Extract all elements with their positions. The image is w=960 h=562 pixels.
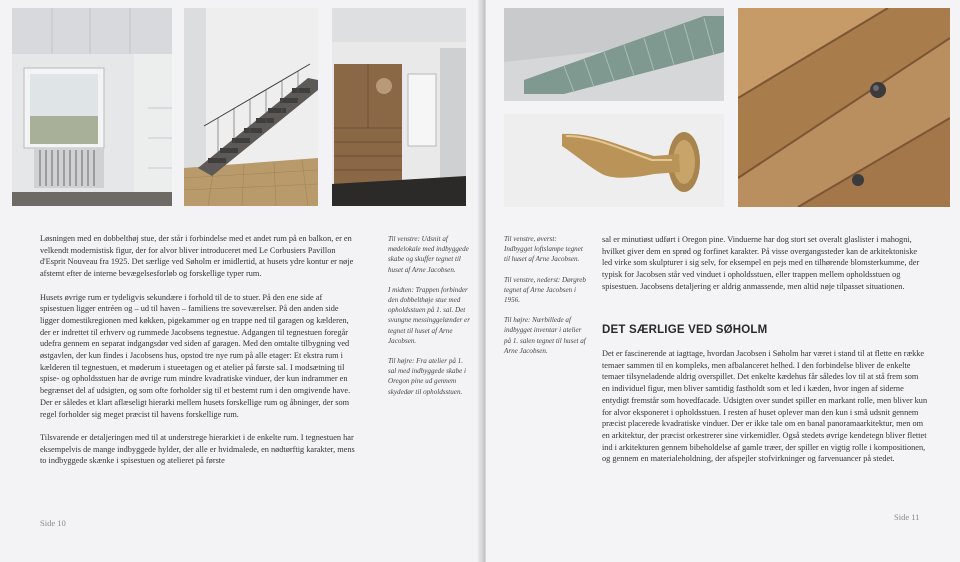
left-body-text (40, 233, 358, 479)
caption-right-photo: Til højre: Fra atelier på 1. sal med indbyggede skabe i Oregon pine ud gennem skydedør til opholdsstuen. (388, 357, 467, 396)
right-intro-text (602, 234, 928, 304)
page-number-right: Side 11 (894, 512, 920, 522)
photo-cabinet-closeup (738, 8, 950, 207)
caption-middle-photo: I midten: Trappen forbinder den dobbelthøje stue med opholdsstuen på 1. sal. Det svungne messinggelænder er tegnet til huset af Arne Jacobsen. (388, 285, 470, 345)
photo-ceiling-lamp (504, 8, 724, 101)
photo-door-handle (504, 114, 724, 207)
section-heading: DET SÆRLIGE VED SØHOLM (602, 324, 768, 336)
left-paragraph-1: Løsningen med en dobbelthøj stue, der står i forbindelse med et andet rum på en balkon, er en velkendt modernistisk figur, der for alvor bliver introduceret med Le Corbusiers Pavillon d'Esprit Nouveau fra 1925. Det særlige ved Søholm er imidlertid, at husets ydre kontur er nøje afstemt efter de interne bevægelsesforløb og forskellige typer rum. (40, 234, 354, 279)
photo-staircase (184, 8, 318, 206)
photo-atelier (332, 8, 466, 206)
left-paragraph-2: Husets øvrige rum er tydeligvis sekundære i forhold til de to stuer. På den ene side af spisestuen ligger entréen og – ud til haven – familiens tre soveværelser. På den anden side ligger domestikregionen med køkken, pigekammer og en trappe ned til garagen og kælderen, der er indrettet til erhverv og rummede Jacobsens tegnestue. Adgangen til tegnestuen foregår udefra gennem en separat indgangsdør ved siden af garagen. Med den omtalte tilbygning ved østgavlen, der kun findes i Jacobsens hus, opstod tre nye rum på alle etager: Et ekstra rum i kælderen til tegnestuen, et møderum i stueetagen og et atelier på første sal. I modsætning til spise- og opholdsstuen har de øvrige rum mindre kvadratiske vinduer, der kun indrammer en begrænset del af udsigten, og som ofte forholder sig til et bestemt rum i den omgivende have. Der er således et klart aflæseligt hierarki mellem husets forskellige rum og åbninger, der som regel forholder sig meget præcist til havens forskellige rum. (40, 292, 351, 419)
caption-cabinet: Til højre: Nærbillede af indbygget inventar i atelier på 1. salen tegnet til huset af Arne Jacobsen. (504, 316, 586, 355)
right-page (486, 0, 960, 562)
right-section-text (602, 348, 928, 477)
page-number-left: Side 10 (40, 518, 66, 528)
right-paragraph-2: Det er fascinerende at iagttage, hvordan Jacobsen i Søholm har været i stand til at flette en række temaer sammen til en kompleks, men afbalanceret helhed. I den forbindelse bliver de enkelte temaer tilsyneladende aldrig overspillet. Det enkelte kædehus får således lov til at stå frem som en individuel figur, men bliver samtidig fastholdt som et led i kæden, hvor ingen af siderne entydigt fremstår som hovedfacade. Udsigten over sundet spiller en markant rolle, men bliver kun for alvor eksponeret i opholdsstuen. I resten af huset oplever man den kun i små udsnit gennem præcist placerede kvadratiske vinduer. Der er ikke tale om en banal panoramaarkitektur, men om en arkitektur, der præcist orkestrerer sine virkemidler. Også stedets øvrige kendetegn bliver flettet ind i arkitekturen gennem bibeholdelse af gamle træer, der spiller en vigtig rolle i kompositionen, og gennem en materialeholdning, der afspejler stofvirkninger og farvenuancer på stedet. (602, 349, 928, 464)
photo-meeting-room (12, 8, 172, 206)
caption-ceiling-lamp: Til venstre, øverst: Indbygget loftslampe tegnet til huset af Arne Jacobsen. (504, 235, 583, 264)
right-captions (504, 234, 586, 366)
caption-left-photo: Til venstre: Udsnit af mødelokale med indbyggede skabe og skuffer tegnet til huset af Arne Jacobsen. (388, 235, 469, 274)
left-captions (388, 234, 470, 407)
caption-door-handle: Til venstre, nederst: Dørgreb tegnet af Arne Jacobsen i 1956. (504, 275, 586, 305)
right-paragraph-1: sal er minutiøst udført i Oregon pine. Vinduerne har dog stort set overalt glaslister i mahogni, hvilket giver dem en sprød og forfinet karakter. På visse overgangssteder kan de arkitektoniske led virke som skulpturer i sig selv, for eksempel en pejs med en tilhørende blomsterkumme, der typisk for Jacobsen står ved vinduet i opholdsstuen, eller trappen mellem opholdsstuen og spisestuen. Jacobsens detaljering er aldrig anmassende, men altid nøje tilpasset situationen. (602, 235, 920, 291)
left-paragraph-3: Tilsvarende er detaljeringen med til at understrege hierarkiet i de enkelte rum. I tegnestuen har eksempelvis de mange indbyggede hylder, der alle er hvidmalede, en nødtørftig karakter, mens to indbyggede skænke i spisestuen og atelieret på første (40, 432, 355, 466)
